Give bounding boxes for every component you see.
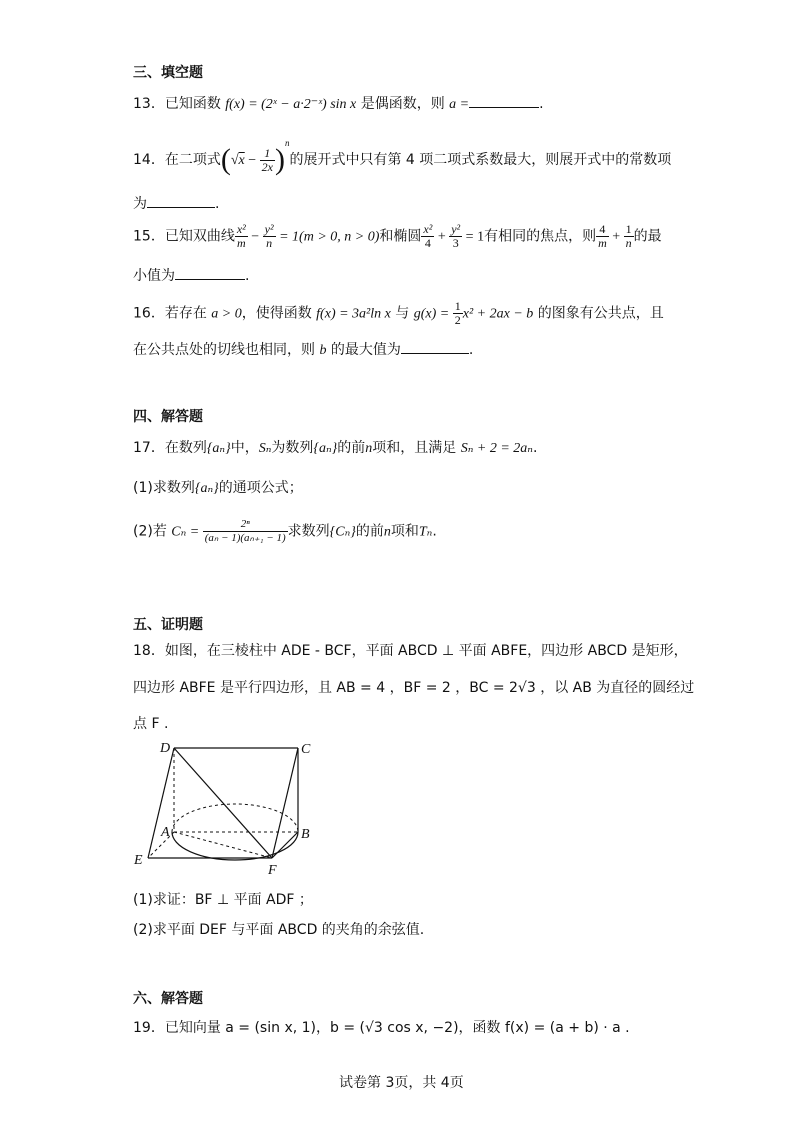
q16-g2: x² + 2ax − b xyxy=(462,306,534,322)
q17-p2t: 求数列 xyxy=(287,523,330,540)
q13-tail: 是偶函数，则 xyxy=(356,96,450,112)
q15-end: . xyxy=(245,268,250,284)
q16-line2b: 的最大值为 xyxy=(326,342,401,358)
question-14: 14．在二项式(√x − $\frac{1}{2x}$ )$^n$的展开式中只有第 4 项二项式系数最大，则展开式中的常数项 xyxy=(133,138,672,176)
question-19: 19．已知向量 a = (sin x, 1)，b = (√3 cos x, −2)，函数 f(x) = (a + b) · a . xyxy=(133,1020,630,1036)
q13-end: . xyxy=(539,96,544,112)
q17-t1: 中， xyxy=(230,440,259,456)
question-15: 15．已知双曲线 $\frac{\text{x²}}{m}$ − $\frac{\text{y²}}{n}$ = 1(m > 0, n > 0)和椭圆 $\frac{\text{x²}}{4}$ + $\frac{\text{y²}}{3}$ = 1有相同的焦点，则 $\frac{4}{m}$ + $\frac{1}{n}$ 的最 xyxy=(133,222,662,250)
question-18-line1: 18．如图，在三棱柱中 ADE - BCF，平面 ABCD ⊥ 平面 ABFE，四边形 ABCD 是矩形， xyxy=(133,643,688,659)
q17-p2c: Cₙ = xyxy=(171,524,203,540)
page-footer: 试卷第 3页，共 4页 xyxy=(339,1075,464,1091)
q17-p2t2: 的前 xyxy=(355,523,384,540)
question-17-part2 xyxy=(133,518,437,545)
question-15-line2 xyxy=(133,265,249,285)
q17-p2num: 2ⁿ xyxy=(203,518,288,532)
q17-n: n xyxy=(365,441,373,456)
section-3-title: 三、填空题 xyxy=(133,65,203,81)
label-C: C xyxy=(301,742,311,757)
q17-eq: Sₙ + 2 = 2aₙ xyxy=(460,441,533,456)
q16-b: b xyxy=(319,343,327,358)
q13-blank xyxy=(469,95,539,108)
label-B: B xyxy=(301,827,310,842)
q16-number: 16．若存在 xyxy=(133,305,212,322)
q17-number: 17．在数列 xyxy=(133,440,207,456)
section-5-title: 五、证明题 xyxy=(133,617,203,633)
edge-BF xyxy=(272,832,298,858)
q17-t3: 的前 xyxy=(337,440,366,456)
q16-f: f(x) = 3a²ln x xyxy=(316,306,391,322)
q13-number: 13．已知函数 xyxy=(133,96,226,112)
q16-g: g(x) = xyxy=(413,306,453,322)
question-16-line2 xyxy=(133,339,473,359)
q17-end: . xyxy=(532,440,538,456)
q16-t2: 与 xyxy=(390,305,414,322)
q17-p2T: Tₙ xyxy=(418,524,433,540)
q17-p2s: {Cₙ} xyxy=(329,524,356,540)
label-E: E xyxy=(134,853,143,868)
question-16: 16．若存在 a > 0，使得函数 f(x) = 3a²ln x 与 g(x) = $\frac{1}{2}$ x² + 2ax − b 的图象有公共点，且 xyxy=(133,299,664,327)
q15-condition: = 1(m > 0, n > 0) xyxy=(275,229,380,245)
q16-blank xyxy=(401,341,469,354)
q14-tail: 的展开式中只有第 4 项二项式系数最大，则展开式中的常数项 xyxy=(289,152,672,168)
q13-variable: a = xyxy=(449,97,470,112)
question-18-line2: 四边形 ABFE 是平行四边形，且 AB = 4 ，BF = 2 ，BC = 2√3 ，以 AB 为直径的圆经过 xyxy=(133,680,695,696)
q17-p1b: 的通项公式； xyxy=(218,480,303,496)
edge-AF xyxy=(174,832,272,858)
q16-line2-text: 在公共点处的切线也相同，则 xyxy=(133,342,320,358)
question-13 xyxy=(133,93,544,113)
edge-DE xyxy=(148,748,174,858)
q17-p2t3: 项和 xyxy=(390,523,419,540)
q15-line2-text: 小值为 xyxy=(133,268,175,284)
q14-line2-text: 为 xyxy=(133,196,147,212)
circle-front xyxy=(172,832,298,860)
question-18-part1: (1)求证：BF ⊥ 平面 ADF ； xyxy=(133,892,313,908)
q15-mid: 和椭圆 xyxy=(379,228,422,245)
q17-a1: {aₙ} xyxy=(206,441,231,456)
section-6-title: 六、解答题 xyxy=(133,991,203,1007)
q15-blank xyxy=(175,267,245,280)
q17-p2den: (aₙ − 1)(aₙ₊₁ − 1) xyxy=(204,532,286,544)
q17-p1: (1)求数列 xyxy=(133,480,195,496)
q17-s: Sₙ xyxy=(258,441,272,456)
q16-condition: a > 0 xyxy=(211,306,242,322)
question-14-line2 xyxy=(133,193,219,213)
q17-a2: {aₙ} xyxy=(313,441,338,456)
label-A: A xyxy=(161,825,170,840)
q15-tail: 有相同的焦点，则 xyxy=(484,228,597,245)
q13-expression: f(x) = (2ˣ − a·2⁻ˣ) sin x xyxy=(225,97,357,112)
label-F: F xyxy=(268,863,277,878)
question-18-line3: 点 F . xyxy=(133,716,169,732)
q16-t3: 的图象有公共点，且 xyxy=(533,305,664,322)
q17-t2: 为数列 xyxy=(271,440,314,456)
q16-end: . xyxy=(468,342,474,358)
q17-p1a: {aₙ} xyxy=(194,481,219,496)
q17-p2: (2)若 xyxy=(133,523,172,540)
question-17 xyxy=(133,437,537,457)
q15-mid2: = 1 xyxy=(462,229,485,245)
q14-number: 14．在二项式 xyxy=(133,152,221,168)
q15-tail2: 的最 xyxy=(633,228,662,245)
q16-t1: ，使得函数 xyxy=(241,305,317,322)
question-17-part1 xyxy=(133,477,303,497)
q17-t4: 项和，且满足 xyxy=(372,440,461,456)
q15-number: 15．已知双曲线 xyxy=(133,228,235,245)
q17-p2end: . xyxy=(432,523,437,540)
label-D: D xyxy=(160,741,171,756)
prism-figure xyxy=(130,738,320,878)
section-4-title: 四、解答题 xyxy=(133,409,203,425)
q17-p2n: n xyxy=(383,524,391,540)
question-18-part2: (2)求平面 DEF 与平面 ABCD 的夹角的余弦值. xyxy=(133,922,425,938)
edge-DF xyxy=(174,748,272,858)
q14-end: . xyxy=(215,196,220,212)
q14-blank xyxy=(147,195,215,208)
